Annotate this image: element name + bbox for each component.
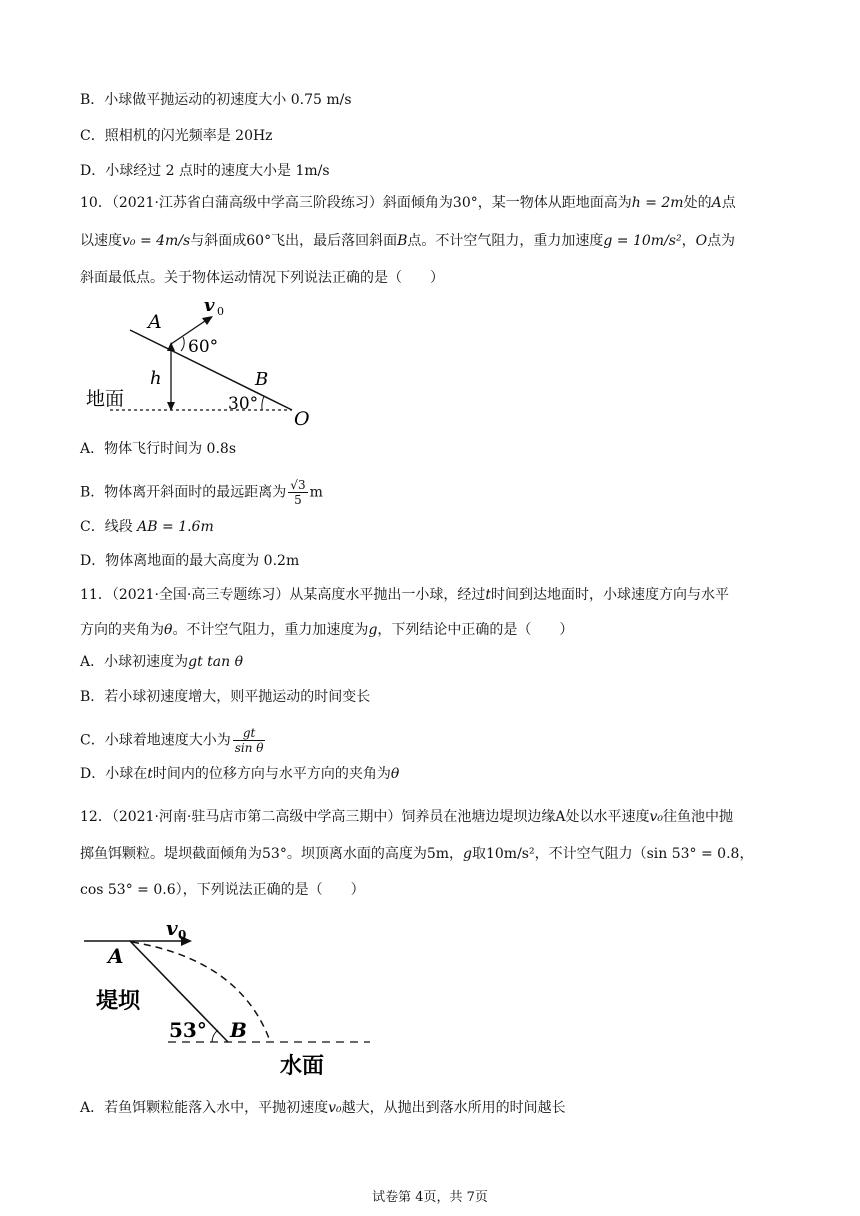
q11-stem-line1: 11．（2021·全国·高三专题练习）从某高度水平抛出一小球，经过t时间到达地面时，小球速度方向与水平 — [80, 587, 729, 603]
q11-option-d: D．小球在t时间内的位移方向与水平方向的夹角为θ — [80, 766, 400, 782]
q10-stem-line3: 斜面最低点。关于物体运动情况下列说法正确的是（ ） — [80, 270, 444, 286]
v0-subscript: 0 — [217, 305, 224, 318]
water-label: 水面 — [280, 1053, 325, 1079]
q12-option-a: A．若鱼饵颗粒能落入水中，平抛初速度v₀越大，从抛出到落水所用的时间越长 — [80, 1100, 566, 1116]
angle-60-label: 60° — [188, 337, 219, 357]
q12-stem-line1: 12．（2021·河南·驻马店市第二高级中学高三期中）饲养员在池塘边堤坝边缘A处以水平速度v₀往鱼池中抛 — [80, 809, 733, 825]
page-footer: 试卷第 4页，共 7页 — [372, 1190, 488, 1205]
v0-label: v — [166, 916, 178, 940]
q11-option-c: C．小球着地速度大小为 $\frac{gt}{\text{sin θ}}$ — [80, 726, 264, 755]
q9-option-b: B．小球做平抛运动的初速度大小 0.75 m/s — [80, 92, 352, 108]
q9-option-c: C．照相机的闪光频率是 20Hz — [80, 128, 273, 144]
q10-stem-line1: 10．（2021·江苏省白蒲高级中学高三阶段练习）斜面倾角为30°，某一物体从距地面高为h = 2m处的A点 — [80, 195, 736, 211]
point-o-label: O — [294, 408, 310, 430]
q11-stem-line2: 方向的夹角为θ。不计空气阻力，重力加速度为g，下列结论中正确的是（ ） — [80, 622, 574, 638]
point-a-label: A — [148, 311, 162, 333]
point-b-label: B — [230, 1018, 247, 1042]
point-a-label: A — [108, 944, 124, 968]
v0-subscript: 0 — [178, 928, 187, 942]
q12-dam-figure — [80, 915, 380, 1085]
q12-stem-line3: cos 53° = 0.6），下列说法正确的是（ ） — [80, 882, 365, 898]
v0-label: v — [204, 295, 215, 316]
q9-option-d: D．小球经过 2 点时的速度大小是 1m/s — [80, 163, 330, 179]
ground-label: 地面 — [86, 388, 125, 410]
height-label: h — [150, 368, 162, 389]
q10-option-c: C．线段 AB = 1.6m — [80, 519, 214, 535]
q10-incline-figure — [80, 292, 330, 432]
q11-option-a: A．小球初速度为gt tan θ — [80, 654, 244, 670]
angle-53-label: 53° — [169, 1018, 207, 1042]
q10-option-d: D．物体离地面的最大高度为 0.2m — [80, 553, 300, 569]
q11-option-b: B．若小球初速度增大，则平抛运动的时间变长 — [80, 689, 371, 705]
point-b-label: B — [255, 369, 269, 390]
q10-option-a: A．物体飞行时间为 0.8s — [80, 441, 237, 457]
angle-30-label: 30° — [228, 394, 259, 414]
q10-option-b: B．物体离开斜面时的最远距离为 $\frac{√3}{5}$ m — [80, 478, 323, 507]
dam-label: 堤坝 — [96, 988, 141, 1014]
q12-stem-line2: 掷鱼饵颗粒。堤坝截面倾角为53°。坝顶离水面的高度为5m，g取10m/s²，不计空气阻力（sin 53° = 0.8， — [80, 846, 754, 862]
q10-stem-line2: 以速度v₀ = 4m/s与斜面成60°飞出，最后落回斜面B点。不计空气阻力，重力加速度g = 10m/s²，O点为 — [80, 233, 736, 249]
